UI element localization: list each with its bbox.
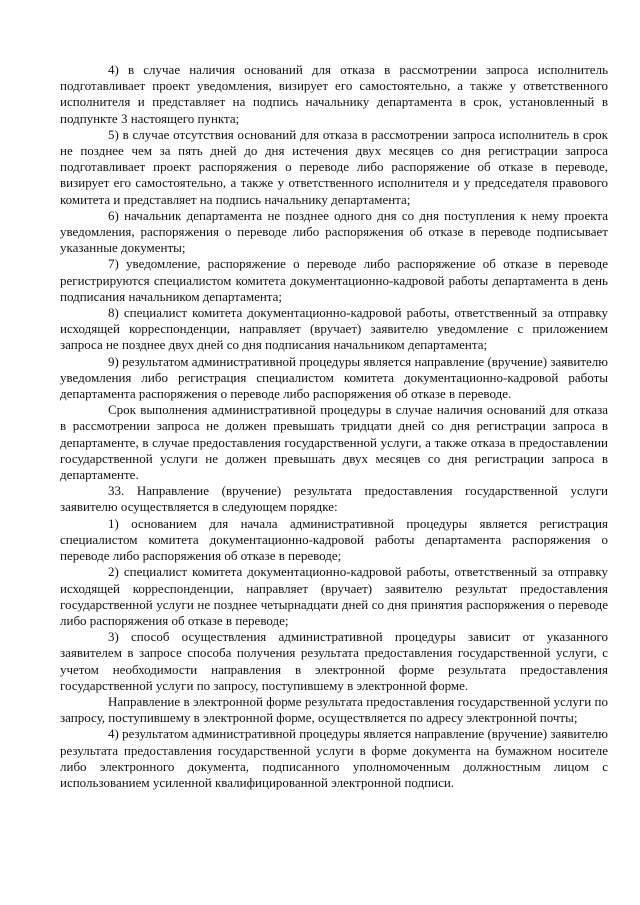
- paragraph-item-6: 6) начальник департамента не позднее одного дня со дня поступления к нему проекта уведомления, распоряжения о переводе либо распоряжения об отказе в переводе подписывает указанные документы;: [60, 207, 608, 256]
- paragraph-section-33: 33. Направление (вручение) результата предоставления государственной услуги заявителю осуществляется в следующем порядке:: [60, 483, 608, 515]
- paragraph-deadline: Срок выполнения административной процедуры в случае наличия оснований для отказа в рассмотрении запроса не должен превышать тридцати дней со дня регистрации запроса в департаменте, в случае предоставления государственной услуги, а также отказа в предоставлении государственной услуги не должен превышать двух месяцев со дня регистрации запроса в департаменте.: [60, 402, 608, 483]
- paragraph-item-4: 4) в случае наличия оснований для отказа в рассмотрении запроса исполнитель подготавливает проект уведомления, визирует его самостоятельно, а также у ответственного исполнителя и представляет на подпись начальнику департамента в срок, установленный в подпункте 3 настоящего пункта;: [60, 62, 608, 126]
- paragraph-subitem-1: 1) основанием для начала административной процедуры является регистрация специалистом комитета документационно-кадровой работы департамента распоряжения о переводе либо распоряжения об отказе в переводе;: [60, 515, 608, 564]
- paragraph-subitem-4: 4) результатом административной процедуры является направление (вручение) заявителю результата предоставления государственной услуги в форме документа на бумажном носителе либо электронного документа, подписанного уполномоченным должностным лицом с использованием усиленной квалифицированной электронной подписи.: [60, 726, 608, 790]
- paragraph-item-9: 9) результатом административной процедуры является направление (вручение) заявителю уведомления либо регистрация специалистом комитета документационно-кадровой работы департамента распоряжения о переводе либо распоряжения об отказе в переводе.: [60, 353, 608, 402]
- paragraph-subitem-2: 2) специалист комитета документационно-кадровой работы, ответственный за отправку исходящей корреспонденции, направляет (вручает) заявителю результат предоставления государственной услуги не позднее четырнадцати дней со дня принятия распоряжения о переводе либо распоряжения об отказе в переводе;: [60, 564, 608, 628]
- paragraph-electronic-delivery: Направление в электронной форме результата предоставления государственной услуги по запросу, поступившему в электронной форме, осуществляется по адресу электронной почты;: [60, 693, 608, 726]
- paragraph-item-7: 7) уведомление, распоряжение о переводе либо распоряжение об отказе в переводе регистрируются специалистом комитета документационно-кадровой работы департамента в день подписания начальником департамента;: [60, 256, 608, 304]
- paragraph-item-5: 5) в случае отсутствия оснований для отказа в рассмотрении запроса исполнитель в срок не позднее чем за пять дней до дня истечения двух месяцев со дня регистрации запроса подготавливает проект распоряжения о переводе либо распоряжение об отказе в переводе, визирует его самостоятельно, а также у ответственного исполнителя и у председателя правового комитета и представляет на подпись начальнику департамента;: [60, 126, 608, 207]
- paragraph-item-8: 8) специалист комитета документационно-кадровой работы, ответственный за отправку исходящей корреспонденции, направляет (вручает) заявителю уведомление с приложением запроса не позднее двух дней со дня подписания начальником департамента;: [60, 305, 608, 353]
- document-body: [60, 62, 608, 791]
- paragraph-subitem-3: 3) способ осуществления административной процедуры зависит от указанного заявителем в запросе способа получения результата предоставления государственной услуги, с учетом необходимости направления в электронной форме результата предоставления государственной услуги по запросу, поступившему в электронной форме.: [60, 629, 608, 693]
